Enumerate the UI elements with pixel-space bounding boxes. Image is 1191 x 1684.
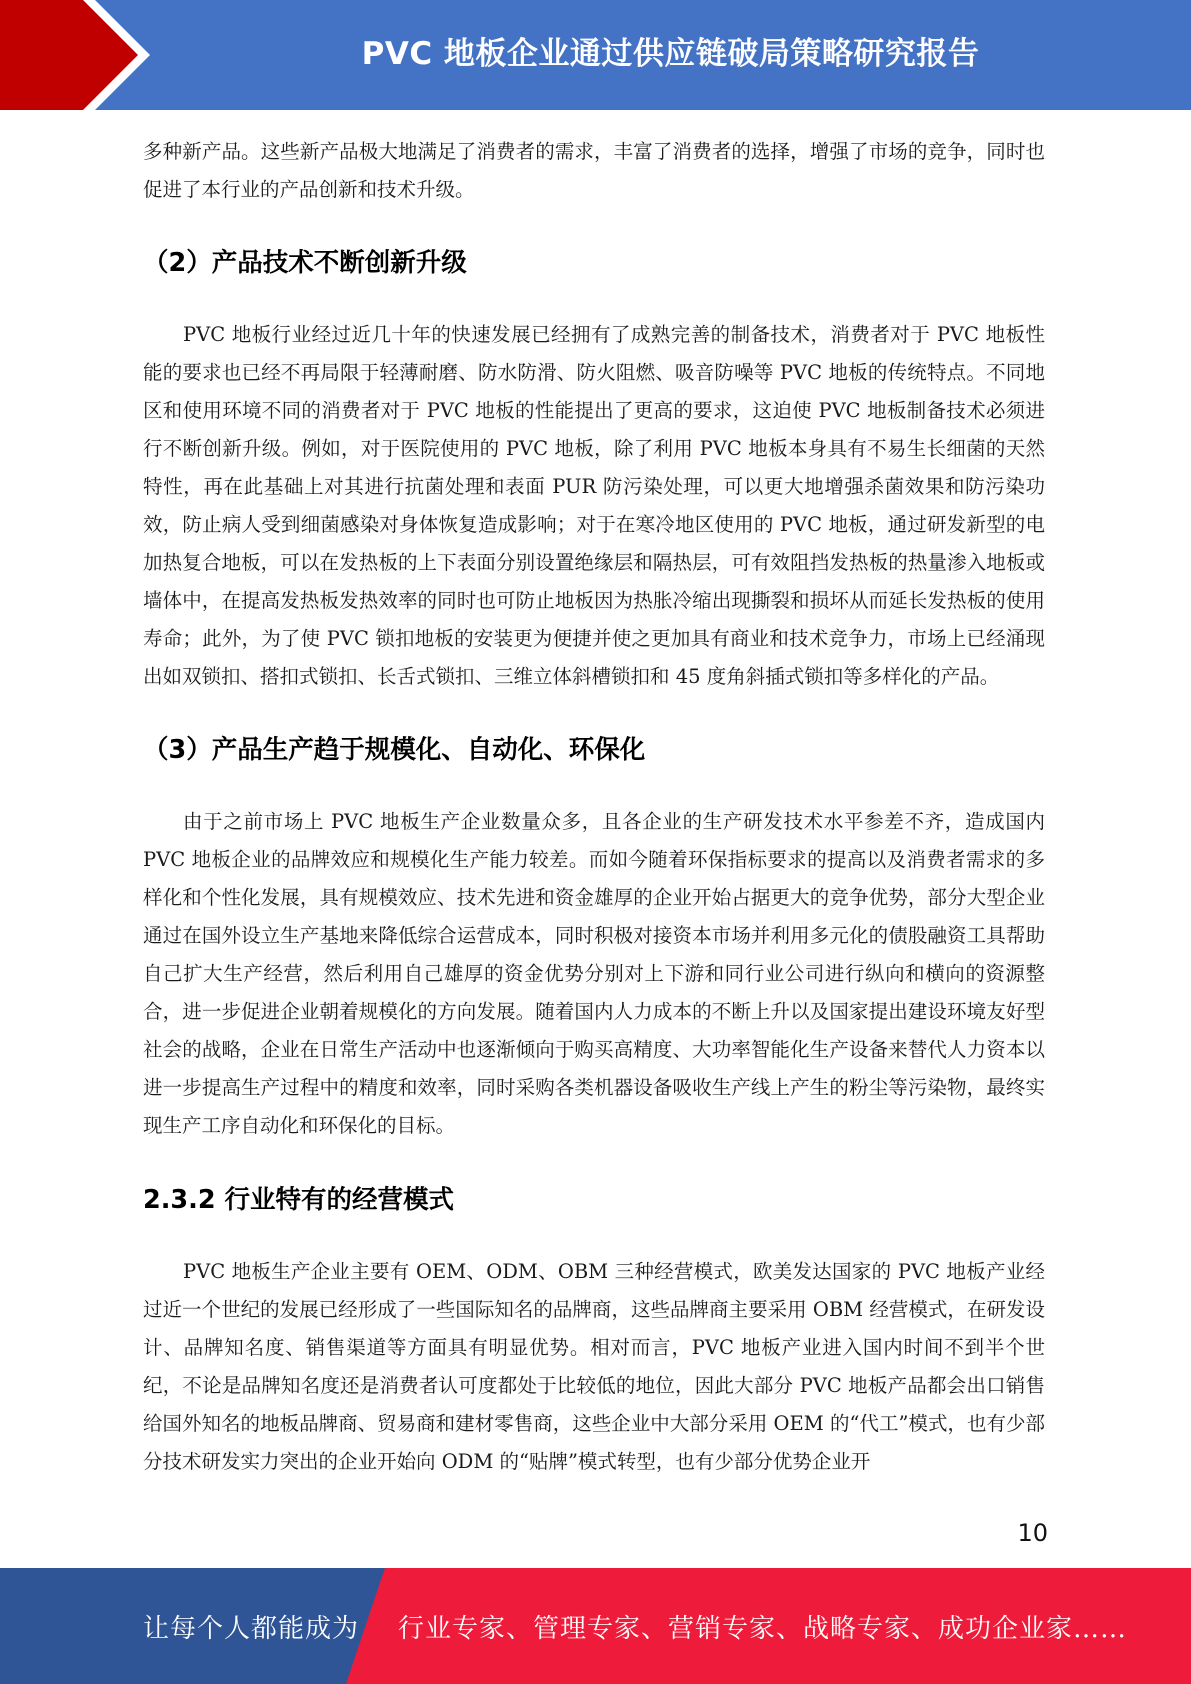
footer-slogan-left: 让每个人都能成为 bbox=[143, 1613, 360, 1644]
section-heading-production-trends: （3）产品生产趋于规模化、自动化、环保化 bbox=[143, 735, 646, 765]
header-arrow-icon bbox=[0, 0, 160, 110]
document-title: PVC 地板企业通过供应链破局策略研究报告 bbox=[361, 35, 980, 72]
page-number: 10 bbox=[1017, 1519, 1048, 1547]
section-paragraph-business-model: PVC 地板生产企业主要有 OEM、ODM、OBM 三种经营模式，欧美发达国家的 PVC 地板产业经过近一个世纪的发展已经形成了一些国际知名的品牌商，这些品牌商主要采用 OBM 经营模式，在研发设计、品牌知名度、销售渠道等方面具有明显优势。相对而言，PVC 地板产业进入国内时间不到半个世纪，不论是品牌知名度还是消费者认可度都处于比较低的地位，因此大部分 PVC 地板产品都会出口销售给国外知名的地板品牌商、贸易商和建材零售商，这些企业中大部分采用 OEM 的“代工”模式，也有少部分技术研发实力突出的企业开始向 ODM 的“贴牌”模式转型，也有少部分优势企业开 bbox=[143, 1260, 1045, 1473]
section-paragraph-production-trends: 由于之前市场上 PVC 地板生产企业数量众多，且各企业的生产研发技术水平参差不齐，造成国内 PVC 地板企业的品牌效应和规模化生产能力较差。而如今随着环保指标要求的提高以及消费者需求的多样化和个性化发展，具有规模效应、技术先进和资金雄厚的企业开始占据更大的竞争优势，部分大型企业通过在国外设立生产基地来降低综合运营成本，同时积极对接资本市场并利用多元化的债股融资工具帮助自己扩大生产经营，然后利用自己雄厚的资金优势分别对上下游和同行业公司进行纵向和横向的资源整合，进一步促进企业朝着规模化的方向发展。随着国内人力成本的不断上升以及国家提出建设环境友好型社会的战略，企业在日常生产活动中也逐渐倾向于购买高精度、大功率智能化生产设备来替代人力资本以进一步提高生产过程中的精度和效率，同时采购各类机器设备吸收生产线上产生的粉尘等污染物，最终实现生产工序自动化和环保化的目标。 bbox=[143, 810, 1045, 1137]
section-heading-business-model: 2.3.2 行业特有的经营模式 bbox=[143, 1185, 454, 1215]
section-heading-product-tech: （2）产品技术不断创新升级 bbox=[143, 248, 467, 278]
section-paragraph-product-tech: PVC 地板行业经过近几十年的快速发展已经拥有了成熟完善的制备技术，消费者对于 PVC 地板性能的要求也已经不再局限于轻薄耐磨、防水防滑、防火阻燃、吸音防噪等 PVC 地板的传统特点。不同地区和使用环境不同的消费者对于 PVC 地板的性能提出了更高的要求，这迫使 PVC 地板制备技术必须进行不断创新升级。例如，对于医院使用的 PVC 地板，除了利用 PVC 地板本身具有不易生长细菌的天然特性，再在此基础上对其进行抗菌处理和表面 PUR 防污染处理，可以更大地增强杀菌效果和防污染功效，防止病人受到细菌感染对身体恢复造成影响；对于在寒冷地区使用的 PVC 地板，通过研发新型的电加热复合地板，可以在发热板的上下表面分别设置绝缘层和隔热层，可有效阻挡发热板的热量渗入地板或墙体中，在提高发热板发热效率的同时也可防止地板因为热胀冷缩出现撕裂和损坏从而延长发热板的使用寿命；此外，为了使 PVC 锁扣地板的安装更为便捷并使之更加具有商业和技术竞争力，市场上已经涌现出如双锁扣、搭扣式锁扣、长舌式锁扣、三维立体斜槽锁扣和 45 度角斜插式锁扣等多样化的产品。 bbox=[143, 323, 1045, 688]
page-content bbox=[143, 133, 1045, 1481]
page-header bbox=[0, 0, 1191, 110]
intro-paragraph: 多种新产品。这些新产品极大地满足了消费者的需求，丰富了消费者的选择，增强了市场的竞争，同时也促进了本行业的产品创新和技术升级。 bbox=[143, 140, 1045, 201]
footer-slogan-right: 行业专家、管理专家、营销专家、战略专家、成功企业家…… bbox=[398, 1613, 1128, 1644]
page-footer bbox=[0, 1568, 1191, 1684]
